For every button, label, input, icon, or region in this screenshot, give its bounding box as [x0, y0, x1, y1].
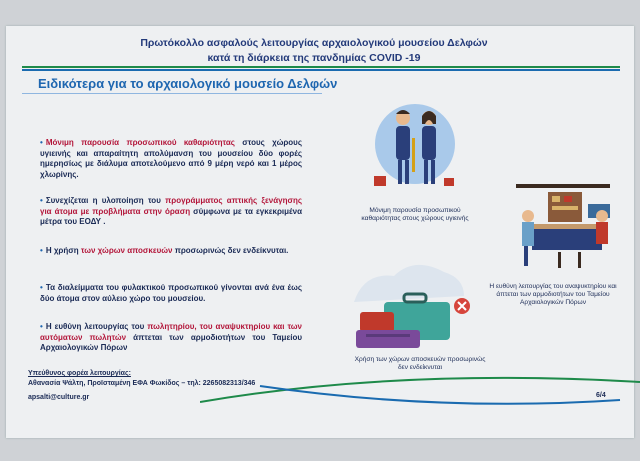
bullet-text: προγράμματος απτικής ξενάγησης για άτομα με προβλήματα στην όραση	[40, 196, 302, 216]
bullet-marker: •	[40, 283, 43, 292]
page-number: 6/4	[596, 392, 606, 399]
bullet-text: Μόνιμη παρουσία προσωπικού καθαριότητας	[45, 138, 235, 147]
poster-title-line1: Πρωτόκολλο ασφαλούς λειτουργίας αρχαιολογικού μουσείου Δελφών	[140, 37, 488, 49]
bullet-text: Συνεχίζεται η υλοποίηση του	[45, 196, 166, 205]
footer-responsible-label: Υπεύθυνος φορέα λειτουργίας:	[28, 370, 131, 377]
bullet-marker: •	[40, 322, 43, 331]
bullet-marker: •	[40, 246, 43, 255]
caption-luggage: Χρήση των χώρων αποσκευών προσωρινώς δεν ενδείκνυται	[354, 356, 486, 371]
bullet-marker: •	[40, 138, 43, 147]
bullet-text: Η χρήση	[45, 246, 81, 255]
poster-title-line2: κατά τη διάρκεια της πανδημίας COVID -19	[207, 52, 421, 64]
bullet-item	[40, 196, 302, 228]
bullet-text: άπτεται των αρμοδιοτήτων του Ταμείου Αρχαιολογικών Πόρων	[40, 332, 302, 352]
bullet-item	[40, 322, 302, 354]
section-title: Ειδικότερα για το αρχαιολογικό μουσείο Δελφών	[38, 76, 338, 91]
bullet-text: στους χώρους υγιεινής και απαραίτητη απολύμανση του μουσείου δύο φορές ημερησίως με διάλυμα αποτελούμενο από 9 μέρη νερό και 1 μέρος χλωρίνης.	[40, 138, 302, 179]
footer-swoosh	[200, 372, 640, 412]
caption-cleaning: Μόνιμη παρουσία προσωπικού καθαριότητας στους χώρους υγιεινής	[361, 207, 469, 222]
bullet-item	[40, 283, 302, 304]
luggage-illustration	[344, 262, 484, 352]
bullet-text: προσωρινώς δεν ενδείκνυται.	[172, 246, 289, 255]
bullet-text: Η ευθύνη λειτουργίας του	[45, 322, 148, 331]
caption-shop: Η ευθύνη λειτουργίας του αναψυκτηρίου και άπτεται των αρμοδιοτήτων του Ταμείου Αρχαιολογικών Πόρων	[489, 283, 617, 306]
section-underline	[22, 93, 322, 94]
cleaning-staff-illustration	[360, 98, 470, 194]
footer-responsible-name: Αθανασία Ψάλτη, Προϊσταμένη ΕΦΑ Φωκίδος – τηλ: 2265082313/346	[28, 380, 256, 387]
footer-email[interactable]: apsalti@culture.gr	[28, 394, 90, 401]
title-divider	[22, 66, 620, 71]
cafe-shop-illustration	[508, 178, 618, 274]
bullet-text: των χώρων αποσκευών	[80, 246, 173, 255]
bullet-marker: •	[40, 196, 43, 205]
bullet-item	[40, 246, 302, 257]
bullet-text: Τα διαλείμματα του φυλακτικού προσωπικού γίνονται ανά ένα έως δύο άτομα στον αύλειο χώρο του μουσείου.	[40, 283, 302, 303]
bullet-text: πωλητηρίου, του αναψυκτηρίου και των αυτόματων πωλητών	[40, 322, 302, 342]
bullet-text: σύμφωνα με τα εγκεκριμένα μέτρα του ΕΟΔΥ .	[40, 206, 303, 226]
bullet-item	[40, 138, 302, 180]
